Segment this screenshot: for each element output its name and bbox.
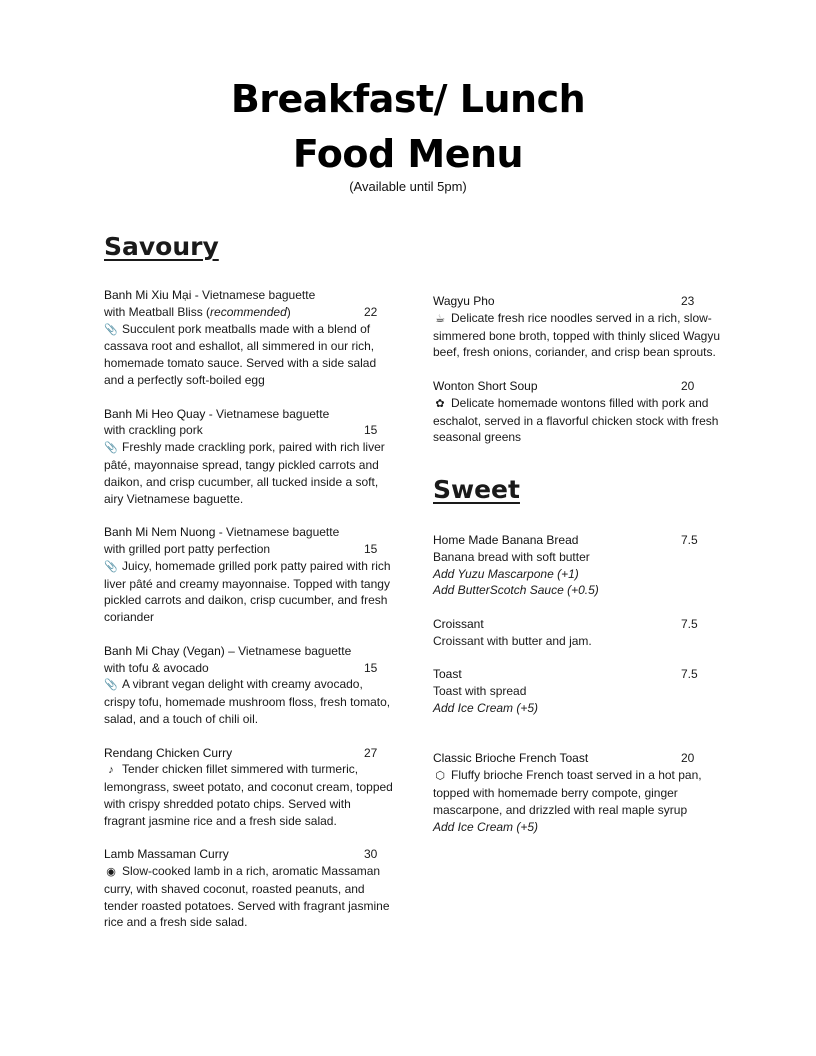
item-subtitle-emphasis: recommended: [210, 304, 287, 319]
item-addon: Add Ice Cream (+5): [433, 700, 539, 715]
item-description: Slow-cooked lamb in a rich, aromatic Massaman curry, with shaved coconut, roasted peanuts, and tender roasted potatoes. Served with fragrant jasmine rice and a fresh side salad.: [104, 864, 390, 930]
item-name: Wagyu Pho: [433, 294, 495, 308]
item-name: Banh Mi Heo Quay: [104, 406, 206, 421]
item-description: Succulent pork meatballs made with a blend of cassava root and eshallot, all simmered in our rich, homemade tomato sauce. Served with a side salad and a perfectly soft-boiled egg: [104, 321, 377, 387]
item-subtitle: with Meatball Bliss (: [104, 304, 211, 319]
item-description: Tender chicken fillet simmered with turmeric, lemongrass, sweet potato, and coconut cream, topped with crispy shredded potato chips. Served with fragrant jasmine rice and a fresh side salad.: [104, 762, 393, 828]
item-description: A vibrant vegan delight with creamy avocado, crispy tofu, homemade mushroom floss, fresh tomato, salad, and a touch of chili oil.: [104, 677, 391, 726]
menu-item-banh-mi-xiu-mai: [104, 287, 394, 389]
menu-item-banh-mi-chay: [104, 643, 394, 728]
item-name: Banh Mi Chay (Vegan): [104, 643, 225, 658]
paperclip-icon: 📎: [104, 560, 118, 573]
item-addon: Add ButterScotch Sauce (+0.5): [433, 583, 599, 598]
noodle-bowl-icon: ☕: [435, 312, 445, 325]
menu-item-banh-mi-heo-quay: [104, 406, 394, 508]
item-price: 22: [364, 304, 378, 319]
item-addon: Add Ice Cream (+5): [433, 819, 539, 834]
item-description: Toast with spread: [433, 684, 527, 699]
menu-item-wagyu-pho: [433, 293, 725, 361]
item-price: 7.5: [681, 667, 698, 682]
item-name: Home Made Banana Bread: [433, 533, 579, 547]
item-name: Classic Brioche French Toast: [433, 751, 589, 766]
sweet-column: [433, 532, 725, 852]
item-name: Croissant: [433, 616, 484, 631]
item-subtitle-end: ): [286, 304, 291, 319]
item-price: 7.5: [681, 533, 698, 547]
item-name: Rendang Chicken Curry: [104, 745, 233, 760]
item-name: Lamb Massaman Curry: [104, 847, 229, 862]
item-description: Banana bread with soft butter: [433, 549, 590, 564]
item-price: 20: [681, 378, 695, 393]
savoury-column-continued: [433, 293, 725, 463]
item-name: Banh Mi Xiu Mại: [104, 288, 192, 302]
item-price: 23: [681, 294, 695, 308]
page-title: [0, 72, 816, 182]
menu-item-croissant: [433, 616, 725, 650]
item-name: Banh Mi Nem Nuong: [104, 525, 216, 540]
item-subtitle: with grilled port patty perfection: [104, 541, 271, 556]
menu-item-brioche-french-toast: [433, 750, 725, 835]
savoury-heading: Savoury: [104, 232, 219, 261]
item-addon: Add Yuzu Mascarpone (+1): [433, 566, 579, 581]
item-description: Fluffy brioche French toast served in a hot pan, topped with homemade berry compote, ginger mascarpone, and drizzled with real maple syrup: [433, 768, 702, 817]
chili-icon: ♪: [108, 764, 114, 777]
item-subtitle: with crackling pork: [104, 423, 203, 438]
item-name-suffix: - Vietnamese baguette: [191, 288, 316, 302]
item-price: 15: [364, 423, 378, 438]
item-subtitle: with tofu & avocado: [104, 660, 209, 675]
item-name: Wonton Short Soup: [433, 378, 538, 393]
menu-item-toast: [433, 666, 725, 716]
item-name-suffix: - Vietnamese baguette: [215, 525, 340, 540]
dumpling-icon: ✿: [435, 397, 445, 410]
item-name-suffix: - Vietnamese baguette: [205, 406, 330, 421]
item-price: 30: [364, 847, 378, 862]
menu-item-wonton-short-soup: [433, 378, 725, 446]
item-price: 27: [364, 745, 378, 760]
curry-bowl-icon: ◉: [106, 866, 116, 879]
item-price: 15: [364, 541, 378, 556]
toast-icon: ⬡: [435, 770, 445, 783]
title-line-2: Food Menu: [292, 132, 524, 176]
availability-note: (Available until 5pm): [349, 179, 467, 194]
menu-item-lamb-massaman-curry: [104, 846, 394, 931]
item-description: Delicate homemade wontons filled with pork and eschalot, served in a flavorful chicken stock with fresh seasonal greens: [433, 395, 719, 445]
item-price: 15: [364, 660, 378, 675]
menu-item-banana-bread: [433, 532, 725, 599]
title-line-1: Breakfast/ Lunch: [230, 77, 586, 121]
item-description: Croissant with butter and jam.: [433, 633, 592, 648]
paperclip-icon: 📎: [104, 323, 118, 336]
menu-item-banh-mi-nem-nuong: [104, 524, 394, 626]
paperclip-icon: 📎: [104, 679, 118, 692]
item-name: Toast: [433, 667, 462, 682]
item-price: 20: [681, 751, 695, 766]
item-price: 7.5: [681, 616, 698, 631]
sweet-heading: Sweet: [433, 475, 520, 504]
item-name-suffix: – Vietnamese baguette: [224, 643, 352, 658]
paperclip-icon: 📎: [104, 442, 118, 455]
item-description: Freshly made crackling pork, paired with rich liver pâté, mayonnaise spread, tangy pickled carrots and daikon, and crisp cucumber, all tucked inside a soft, airy Vietnamese baguette.: [104, 440, 385, 506]
savoury-column: [104, 287, 394, 948]
item-description: Juicy, homemade grilled pork patty paired with rich liver pâté and creamy mayonnaise. Topped with tangy pickled carrots and daikon, crisp cucumber, and fresh coriander: [104, 558, 391, 625]
item-description: Delicate fresh rice noodles served in a rich, slow-simmered bone broth, topped with thinly sliced Wagyu beef, fresh onions, coriander, and crisp bean sprouts.: [433, 310, 721, 360]
menu-item-rendang-chicken-curry: [104, 745, 394, 830]
